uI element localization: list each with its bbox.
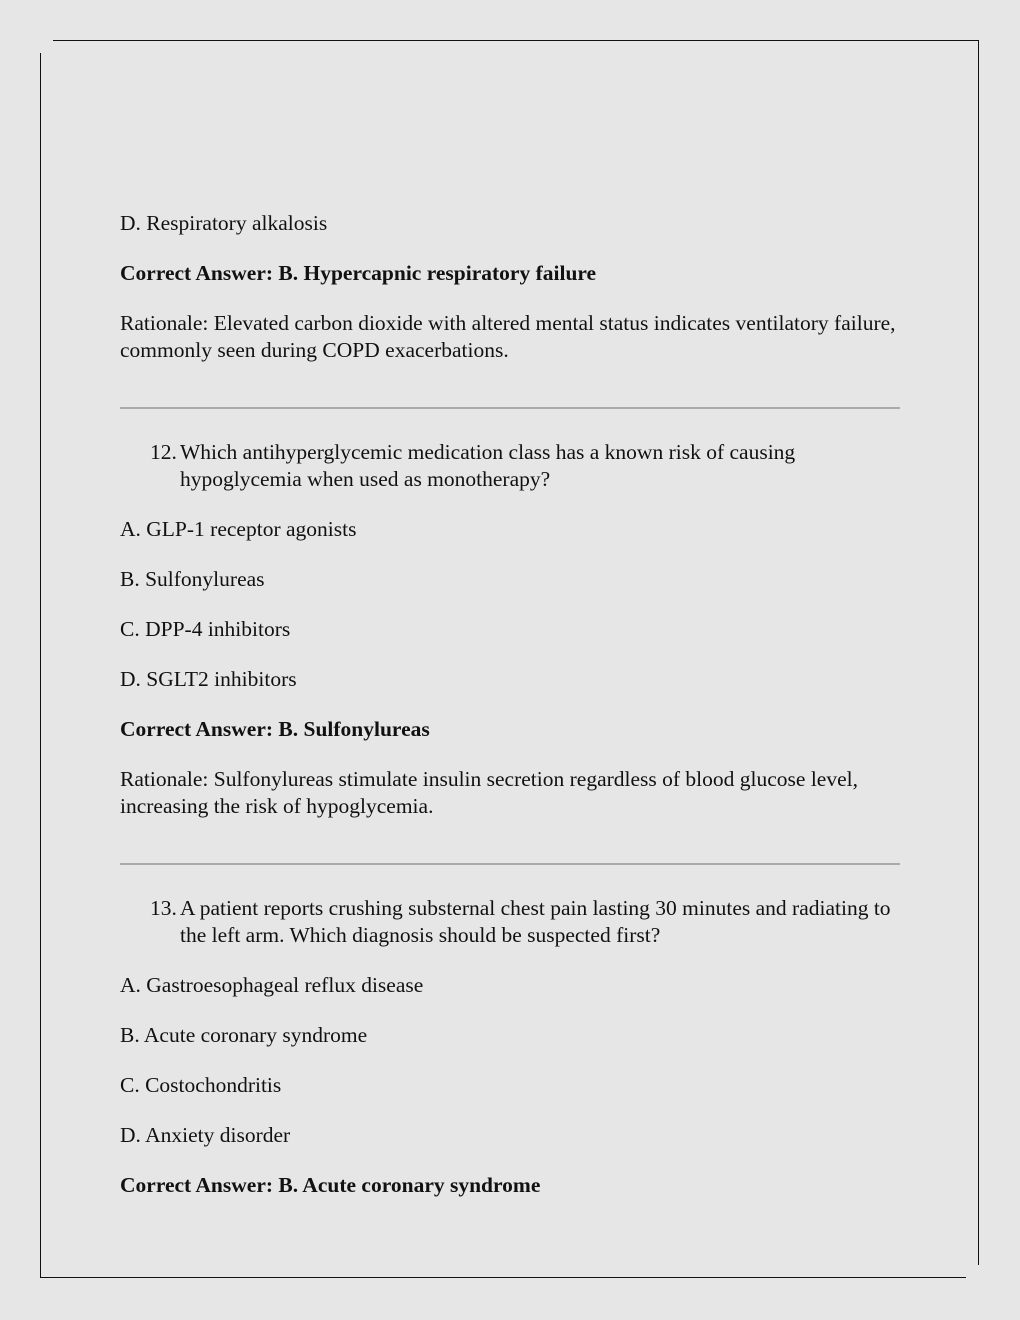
q13-option-c: C. Costochondritis [120, 1073, 282, 1097]
q13-option-a: A. Gastroesophageal reflux disease [120, 973, 424, 997]
q11-option-d: D. Respiratory alkalosis [120, 211, 328, 235]
document-content [120, 210, 900, 1222]
q12-number: 12. [150, 440, 177, 464]
q13-text: A patient reports crushing substernal chest pain lasting 30 minutes and radiating to the left arm. Which diagnosis should be suspected first? [180, 896, 891, 947]
q13-option-d: D. Anxiety disorder [120, 1123, 291, 1147]
q11-correct-answer: Correct Answer: B. Hypercapnic respiratory failure [120, 261, 597, 285]
q12-option-d: D. SGLT2 inhibitors [120, 667, 297, 691]
q13-option-b: B. Acute coronary syndrome [120, 1023, 368, 1047]
q12-option-c: C. DPP-4 inhibitors [120, 617, 291, 641]
q12-correct-answer: Correct Answer: B. Sulfonylureas [120, 717, 430, 741]
page-content-wrapper [40, 40, 979, 1278]
q11-rationale: Rationale: Elevated carbon dioxide with altered mental status indicates ventilatory failure, commonly seen during COPD exacerbations. [120, 311, 896, 362]
q13-question [150, 895, 900, 949]
section-divider [120, 407, 900, 409]
q13-correct-answer: Correct Answer: B. Acute coronary syndrome [120, 1173, 541, 1197]
q12-rationale: Rationale: Sulfonylureas stimulate insulin secretion regardless of blood glucose level, increasing the risk of hypoglycemia. [120, 767, 858, 818]
q13-number: 13. [150, 896, 177, 920]
q12-option-b: B. Sulfonylureas [120, 567, 265, 591]
section-divider [120, 863, 900, 865]
q12-option-a: A. GLP-1 receptor agonists [120, 517, 357, 541]
q12-text: Which antihyperglycemic medication class has a known risk of causing hypoglycemia when used as monotherapy? [180, 440, 796, 491]
q12-question [150, 439, 900, 493]
